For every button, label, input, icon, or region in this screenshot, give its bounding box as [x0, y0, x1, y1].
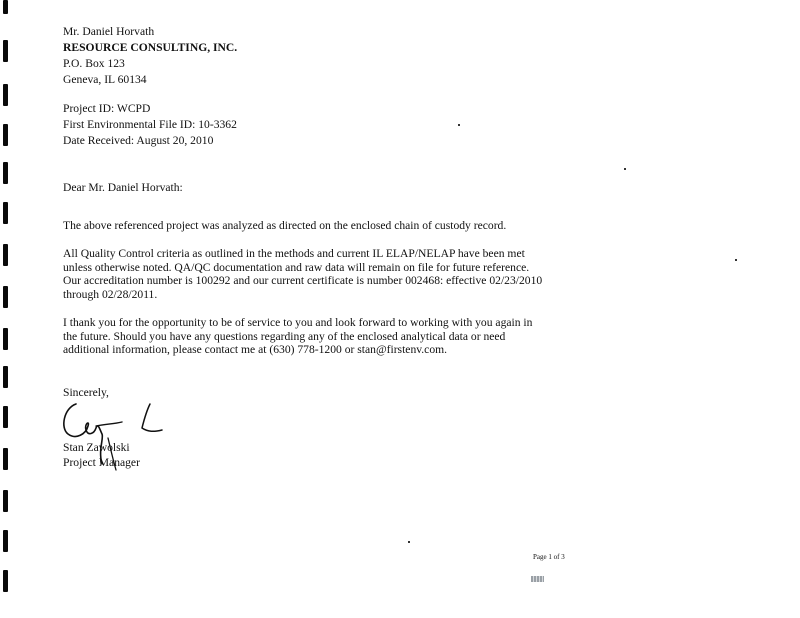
project-id: Project ID: WCPD — [63, 102, 151, 115]
scan-edge-mark — [3, 286, 8, 308]
scan-edge-mark — [3, 448, 8, 470]
scan-edge-mark — [3, 202, 8, 224]
scan-speck — [624, 168, 626, 170]
scan-edge-mark — [3, 124, 8, 146]
scan-stamp-mark — [531, 576, 544, 582]
paragraph-line: I thank you for the opportunity to be of service to you and look forward to working with you again in — [63, 316, 533, 329]
date-received: Date Received: August 20, 2010 — [63, 134, 214, 147]
paragraph-line: The above referenced project was analyzed as directed on the enclosed chain of custody record. — [63, 219, 507, 232]
body-paragraph-3 — [63, 316, 532, 357]
scan-edge-mark — [3, 84, 8, 106]
paragraph-line: unless otherwise noted. QA/QC documentation and raw data will remain on file for future reference. — [63, 260, 530, 274]
scan-edge-mark — [3, 490, 8, 512]
signer-title: Project Manager — [63, 456, 140, 469]
valediction: Sincerely, — [63, 386, 109, 399]
body-paragraph-2 — [63, 247, 542, 301]
paragraph-line: additional information, please contact me at (630) 778-1200 or stan@firstenv.com. — [63, 343, 448, 356]
paragraph-line: through 02/28/2011. — [63, 287, 158, 301]
scan-edge-mark — [3, 162, 8, 184]
scan-edge-mark — [3, 244, 8, 266]
body-paragraph-1 — [63, 219, 506, 233]
paragraph-line: the future. Should you have any questions regarding any of the enclosed analytical data or need — [63, 329, 506, 343]
recipient-address-line2: Geneva, IL 60134 — [63, 73, 147, 86]
recipient-company: RESOURCE CONSULTING, INC. — [63, 41, 238, 54]
scan-speck — [735, 259, 737, 261]
scan-edge-mark — [3, 366, 8, 388]
scan-edge-mark — [3, 530, 8, 552]
file-id: First Environmental File ID: 10-3362 — [63, 118, 237, 131]
salutation: Dear Mr. Daniel Horvath: — [63, 181, 183, 194]
scan-edge-mark — [3, 328, 8, 350]
scan-speck — [458, 124, 460, 126]
recipient-name: Mr. Daniel Horvath — [63, 25, 155, 38]
scan-speck — [408, 541, 410, 543]
page-number: Page 1 of 3 — [533, 553, 565, 561]
scan-edge-mark — [3, 406, 8, 428]
signer-name: Stan Zawolski — [63, 441, 130, 454]
scan-edge-mark — [3, 570, 8, 592]
scan-edge-mark — [3, 0, 8, 14]
scan-edge-mark — [3, 40, 8, 62]
paragraph-line: All Quality Control criteria as outlined in the methods and current IL ELAP/NELAP have been met — [63, 247, 525, 260]
recipient-address-line1: P.O. Box 123 — [63, 57, 125, 70]
paragraph-line: Our accreditation number is 100292 and our current certificate is number 002468: effective 02/23/2010 — [63, 274, 543, 287]
